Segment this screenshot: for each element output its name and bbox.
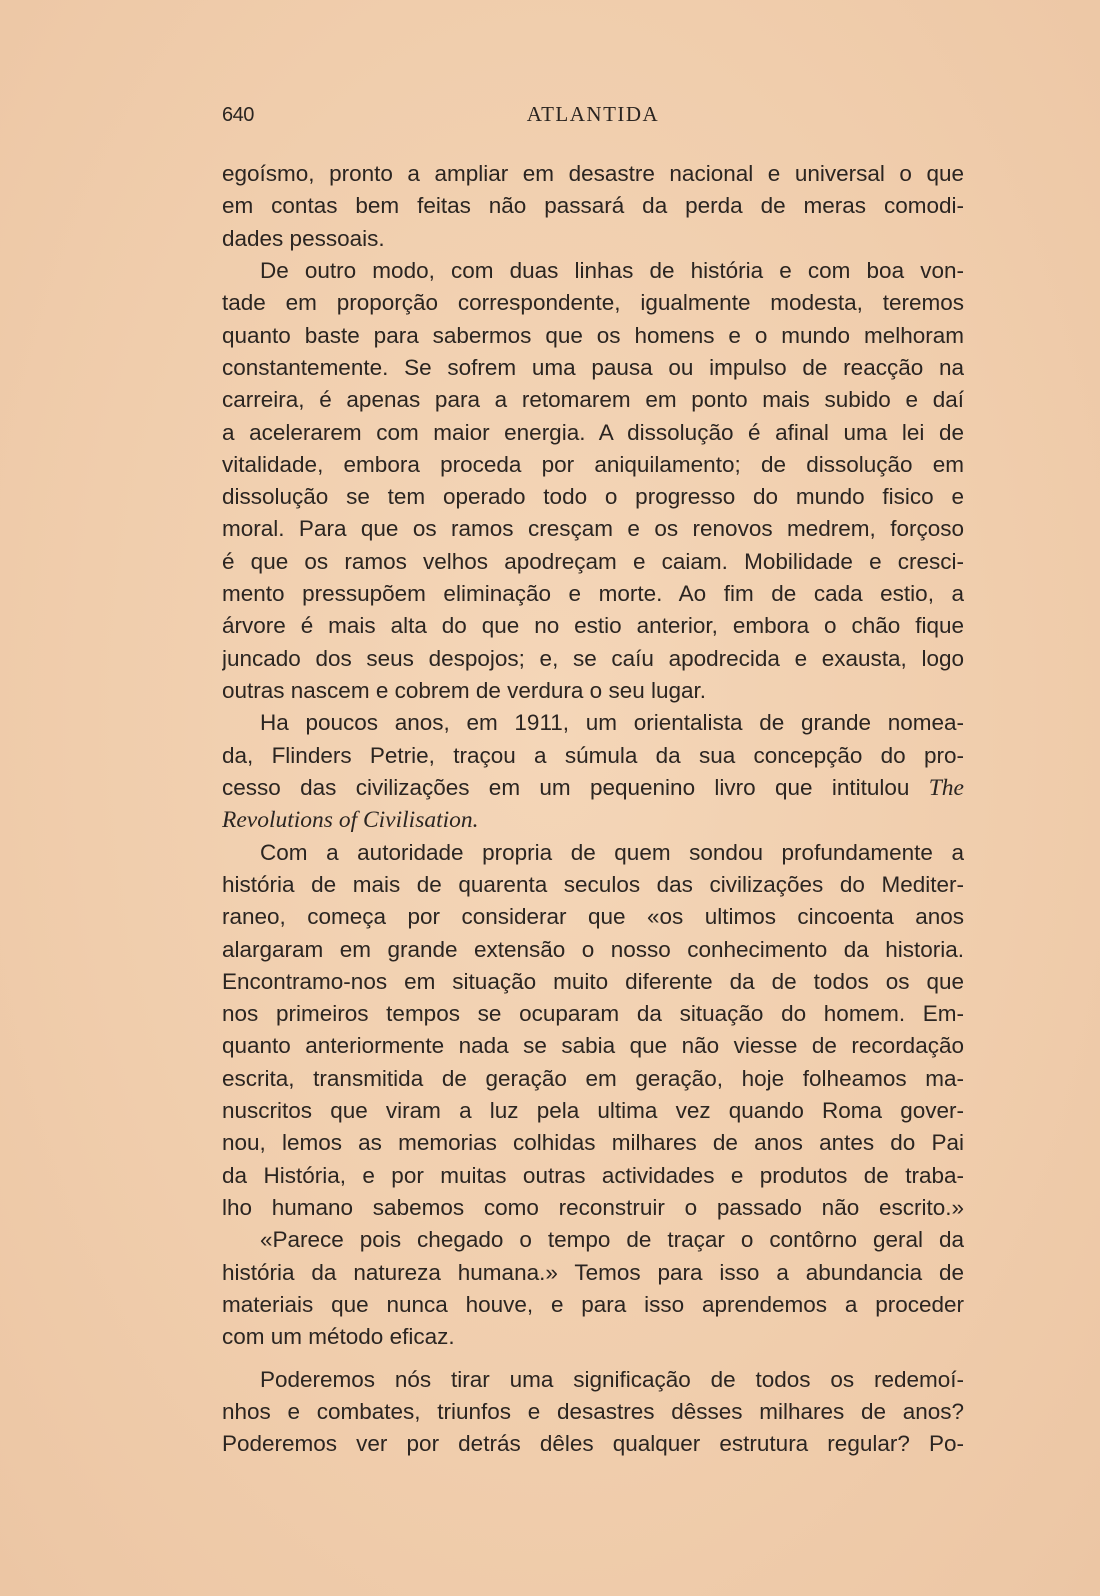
text-line: De outro modo, com duas linhas de história e com boa von- [260,257,964,283]
text-line: Com a autoridade propria de quem sondou profundamente a [260,839,964,865]
text-line: constantemente. Se sofrem uma pausa ou impulso de reacção na [222,354,964,380]
text-line: dissolução se tem operado todo o progresso do mundo fisico e [222,484,964,510]
text-line [222,804,964,836]
text-line: nou, lemos as memorias colhidas milhares de anos antes do Pai [222,1130,964,1156]
text-line: é que os ramos velhos apodreçam e caiam. Mobilidade e cresci- [222,548,964,574]
text-line: com um método eficaz. [222,1324,455,1350]
text-line: nuscritos que viram a luz pela ultima vez quando Roma gover- [222,1098,964,1124]
text-line: árvore é mais alta do que no estio anterior, embora o chão fique [222,613,964,639]
text-line: carreira, é apenas para a retomarem em ponto mais subido e daí [222,387,964,413]
text-line: escrita, transmitida de geração em geração, hoje folheamos ma- [222,1065,964,1091]
text-line: vitalidade, embora proceda por aniquilamento; de dissolução em [222,451,964,477]
running-title: ATLANTIDA [526,102,660,126]
text-line: egoísmo, pronto a ampliar em desastre nacional e universal o que [222,161,964,186]
text-line [222,772,964,804]
text-line: Poderemos nós tirar uma significação de todos os redemoí- [260,1366,964,1392]
text-line: nhos e combates, triunfos e desastres dêsses milhares de anos? [222,1398,964,1424]
text-line: dades pessoais. [222,225,385,251]
text-line: raneo, começa por considerar que «os ultimos cincoenta anos [222,904,964,930]
text-line: Poderemos ver por detrás dêles qualquer estrutura regular? Po- [222,1431,964,1457]
text-line: nos primeiros tempos se ocuparam da situação do homem. Em- [222,1001,964,1027]
text-line: juncado dos seus despojos; e, se caíu apodrecida e exausta, logo [222,645,964,671]
text-line: quanto baste para sabermos que os homens e o mundo melhoram [222,322,964,348]
text-line: Encontramo-nos em situação muito diferente da de todos os que [222,968,964,994]
text-line: lho humano sabemos como reconstruir o passado não escrito.» [222,1195,964,1220]
text-line: outras nascem e cobrem de verdura o seu lugar. [222,678,707,703]
book-title-italic: Revolutions of Civilisation. [222,807,479,834]
paragraph-gap [222,1354,964,1364]
text-line: «Parece pois chegado o tempo de traçar o contôrno geral da [260,1227,964,1253]
body-text [222,158,964,1461]
text-line: mento pressupõem eliminação e morte. Ao fim de cada estio, a [222,581,964,607]
text-line: Ha poucos anos, em 1911, um orientalista de grande nomea- [260,710,964,736]
text-line: materiais que nunca houve, e para isso aprendemos a proceder [222,1291,964,1317]
text-line: em contas bem feitas não passará da perda de meras comodi- [222,193,964,219]
text-line: moral. Para que os ramos cresçam e os renovos medrem, forçoso [222,516,964,542]
text-line: quanto anteriormente nada se sabia que não viesse de recordação [222,1033,964,1059]
text-line: alargaram em grande extensão o nosso conhecimento da historia. [222,936,964,962]
text-line: história da natureza humana.» Temos para isso a abundancia de [222,1259,964,1285]
book-title-italic: The [928,774,964,801]
text-line: da, Flinders Petrie, traçou a súmula da sua concepção do pro- [222,742,964,768]
text-line: história de mais de quarenta seculos das civilizações do Mediter- [222,871,964,897]
text-line: da História, e por muitas outras actividades e produtos de traba- [222,1162,964,1188]
text-segment: cesso das civilizações em um pequenino livro que intitulou [222,774,910,800]
page-number: 640 [222,104,254,126]
text-line: a acelerarem com maior energia. A dissolução é afinal uma lei de [222,419,964,445]
text-line: tade em proporção correspondente, igualmente modesta, teremos [222,290,964,316]
page-header [222,98,964,134]
